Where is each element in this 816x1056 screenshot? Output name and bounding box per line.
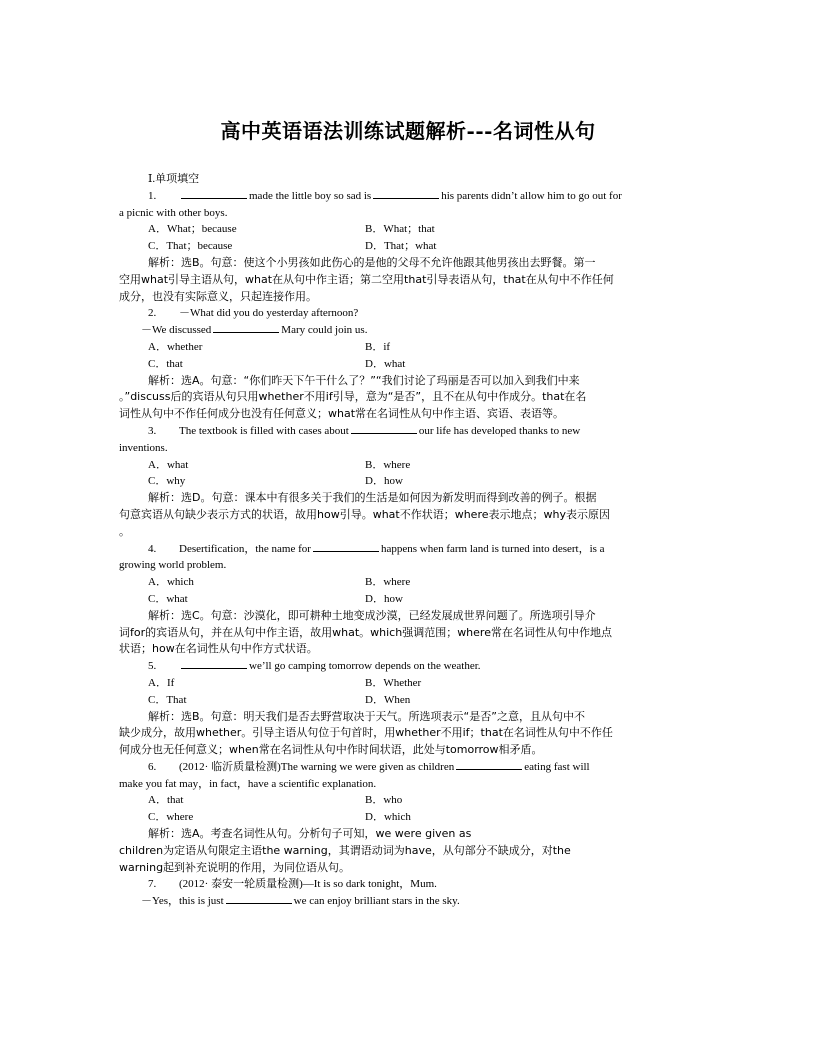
question-6-options-ab: A．that B．who <box>148 794 403 807</box>
question-2-stem: 2. －What did you do yesterday afternoon? <box>148 307 359 320</box>
question-4-options-ab: A．which B．where <box>148 576 411 589</box>
question-4-stem-cont: growing world problem. <box>119 559 227 572</box>
question-2-analysis: 词性从句中不作任何成分也没有任何意义；what常在名词性从句中作主语、宾语、表语等。 <box>119 407 565 421</box>
question-4-analysis: 状语；how在名词性从句中作方式状语。 <box>119 642 318 656</box>
question-5-analysis: 缺少成分，故用whether。引导主语从句位于句首时，用whether不用if；that在名词性从句中不作任 <box>119 726 613 740</box>
answer-blank <box>181 658 247 669</box>
question-2-analysis: 。”discuss后的宾语从句只用whether不用if引导，意为“是否”，且不在从句中作成分。that在名 <box>119 390 587 404</box>
question-7-reply: －Yes，this is just we can enjoy brilliant stars in the sky. <box>141 895 460 908</box>
page-title: 高中英语语法训练试题解析---名词性从句 <box>220 119 596 143</box>
question-3-options-cd: C．why D．how <box>148 475 403 488</box>
question-4-analysis: 解析：选C。句意：沙漠化，即可耕种土地变成沙漠，已经发展成世界问题了。所选项引导介 <box>148 608 596 622</box>
question-2-analysis: 解析：选A。句意：“你们昨天下午干什么了？”“我们讨论了玛丽是否可以加入到我们中来 <box>148 373 580 387</box>
answer-blank <box>181 188 247 199</box>
question-1-analysis: 成分，也没有实际意义，只起连接作用。 <box>119 289 317 303</box>
question-5-stem: 5. we’ll go camping tomorrow depends on the weather. <box>148 660 481 673</box>
answer-blank <box>456 759 522 770</box>
question-2-options-cd: C．that D．what <box>148 357 406 370</box>
question-2-reply: －We discussed Mary could join us. <box>141 324 368 337</box>
question-6-options-cd: C．where D．which <box>148 811 411 824</box>
question-5-options-ab: A．If B．Whether <box>148 676 422 689</box>
question-1-stem: 1. made the little boy so sad is his parents didn’t allow him to go out for <box>148 189 622 202</box>
answer-blank <box>213 322 279 333</box>
question-6-analysis: children为定语从句限定主语the warning，其谓语动词为have，从句部分不缺成分，对the <box>119 843 571 857</box>
question-2-options-ab: A．whether B．if <box>148 340 391 353</box>
question-3-stem: 3. The textbook is filled with cases about our life has developed thanks to new <box>148 424 581 437</box>
answer-blank <box>373 188 439 199</box>
question-3-analysis: 解析：选D。句意：课本中有很多关于我们的生活是如何因为新发明而得到改善的例子。根据 <box>148 491 597 505</box>
answer-blank <box>313 541 379 552</box>
answer-blank <box>351 423 417 434</box>
question-5-analysis: 何成分也无任何意义；when常在名词性从句中作时间状语，此处与tomorrow相矛盾。 <box>119 743 543 757</box>
question-7-stem: 7. (2012· 泰安一轮质量检测)—It is so dark tonight，Mum. <box>148 878 437 891</box>
question-4-analysis: 词for的宾语从句，并在从句中作主语，故用what。which强调范围；where常在名词性从句中作地点 <box>119 625 612 639</box>
question-1-stem-cont: a picnic with other boys. <box>119 206 228 219</box>
question-1-analysis: 空用what引导主语从句，what在从句中作主语；第二空用that引导表语从句，that在从句中不作任何 <box>119 272 614 286</box>
question-6-stem-cont: make you fat may，in fact，have a scientific explanation. <box>119 777 377 790</box>
section-heading: Ⅰ.单项填空 <box>148 173 200 185</box>
document-body <box>119 171 693 910</box>
question-3-analysis: 。 <box>119 524 130 538</box>
question-3-stem-cont: inventions. <box>119 441 168 454</box>
question-5-options-cd: C．That D．When <box>148 693 411 706</box>
question-6-analysis: warning起到补充说明的作用，为同位语从句。 <box>119 860 351 874</box>
question-1-options-cd: C．That；because D．That；what <box>148 240 437 253</box>
question-5-analysis: 解析：选B。句意：明天我们是否去野营取决于天气。所选项表示“是否”之意，且从句中不 <box>148 709 585 723</box>
question-6-analysis: 解析：选A。考查名词性从句。分析句子可知，we were given as <box>148 827 472 841</box>
answer-blank <box>226 893 292 904</box>
question-4-options-cd: C．what D．how <box>148 592 403 605</box>
question-1-analysis: 解析：选B。句意：使这个小男孩如此伤心的是他的父母不允许他跟其他男孩出去野餐。第一 <box>148 255 596 269</box>
question-3-options-ab: A．what B．where <box>148 458 411 471</box>
question-1-options-ab: A．What；because B．What；that <box>148 223 435 236</box>
question-4-stem: 4. Desertification，the name for happens when farm land is turned into desert，is a <box>148 542 605 555</box>
question-6-stem: 6. (2012· 临沂质量检测)The warning we were given as children eating fast will <box>148 760 590 773</box>
question-3-analysis: 句意宾语从句缺少表示方式的状语，故用how引导。what不作状语；where表示地点；why表示原因 <box>119 507 610 521</box>
